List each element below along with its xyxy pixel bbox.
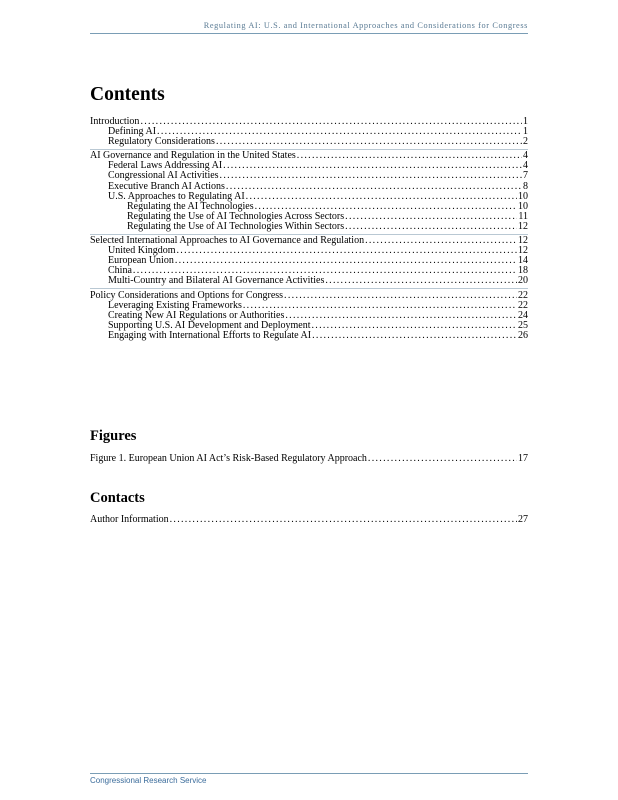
toc-entry-page: 12 <box>518 235 528 247</box>
dot-leader <box>284 291 517 301</box>
toc-entry-title: U.S. Approaches to Regulating AI <box>108 190 245 202</box>
toc-entry-page: 24 <box>518 309 528 321</box>
toc-entry-title: Regulating the Use of AI Technologies Within Sectors <box>127 220 345 232</box>
toc-entry-page: 22 <box>518 289 528 301</box>
toc-entry[interactable] <box>90 137 528 147</box>
figures-list <box>90 454 528 464</box>
dot-leader <box>368 454 517 464</box>
dot-leader <box>220 171 522 181</box>
toc-entry-page: 4 <box>523 160 528 172</box>
toc-entry-page: 14 <box>518 255 528 267</box>
toc-entry-title: Figure 1. European Union AI Act’s Risk-Based Regulatory Approach <box>90 453 367 464</box>
dot-leader <box>140 117 522 127</box>
toc-entry-page: 10 <box>518 200 528 212</box>
footer-text: Congressional Research Service <box>90 776 207 785</box>
toc-entry-page: 8 <box>523 180 528 192</box>
toc-group-divider <box>90 288 528 289</box>
toc-entry[interactable] <box>90 222 528 232</box>
toc-entry-page: 25 <box>518 319 528 331</box>
toc-entry-page: 26 <box>518 329 528 341</box>
footer-rule <box>90 773 528 774</box>
dot-leader <box>345 212 517 222</box>
toc-entry-title: Executive Branch AI Actions <box>108 180 225 192</box>
toc-entry-page: 11 <box>518 210 528 222</box>
dot-leader <box>297 151 522 161</box>
toc-entry-title: Defining AI <box>108 126 157 138</box>
toc-entry-title: Engaging with International Efforts to Regulate AI <box>108 329 312 341</box>
toc-entry-title: United Kingdom <box>108 245 176 257</box>
dot-leader <box>345 222 517 232</box>
dot-leader <box>285 311 517 321</box>
dot-leader <box>365 236 517 246</box>
toc-entry-title: Leveraging Existing Frameworks <box>108 299 242 311</box>
toc-entry[interactable] <box>90 331 528 341</box>
dot-leader <box>312 331 517 341</box>
toc-entry-title: China <box>108 265 132 277</box>
toc-entry-page: 2 <box>523 136 528 148</box>
toc-entry[interactable] <box>90 515 528 525</box>
toc-entry-title: Regulating the AI Technologies <box>127 200 254 212</box>
toc-entry-page: 17 <box>518 453 528 464</box>
toc-entry-page: 12 <box>518 220 528 232</box>
contents-list <box>90 117 528 341</box>
toc-entry-title: Multi-Country and Bilateral AI Governance Activities <box>108 275 325 287</box>
toc-entry-page: 4 <box>523 150 528 162</box>
toc-entry-title: Policy Considerations and Options for Congress <box>90 289 284 301</box>
dot-leader <box>175 256 517 266</box>
toc-entry-title: Selected International Approaches to AI Governance and Regulation <box>90 235 365 247</box>
toc-entry-title: Federal Laws Addressing AI <box>108 160 223 172</box>
toc-entry[interactable] <box>90 276 528 286</box>
toc-entry-page: 1 <box>523 126 528 138</box>
toc-entry-title: Congressional AI Activities <box>108 170 219 182</box>
toc-entry-page: 12 <box>518 245 528 257</box>
toc-entry-title: Creating New AI Regulations or Authorities <box>108 309 285 321</box>
toc-entry-page: 27 <box>518 514 528 525</box>
toc-entry-title: Regulatory Considerations <box>108 136 215 148</box>
toc-entry-title: Author Information <box>90 514 169 525</box>
contacts-list <box>90 515 528 525</box>
dot-leader <box>226 182 522 192</box>
dot-leader <box>311 321 517 331</box>
toc-entry[interactable] <box>90 454 528 464</box>
toc-entry-page: 20 <box>518 275 528 287</box>
dot-leader <box>325 276 517 286</box>
toc-entry-page: 1 <box>523 116 528 127</box>
toc-entry-title: AI Governance and Regulation in the United States <box>90 150 296 162</box>
dot-leader <box>246 192 517 202</box>
toc-entry-title: European Union <box>108 255 174 267</box>
dot-leader <box>177 246 518 256</box>
toc-entry-title: Supporting U.S. AI Development and Deployment <box>108 319 311 331</box>
dot-leader <box>223 161 522 171</box>
toc-entry-page: 10 <box>518 190 528 202</box>
toc-entry-title: Regulating the Use of AI Technologies Across Sectors <box>127 210 345 222</box>
dot-leader <box>216 137 522 147</box>
running-header: Regulating AI: U.S. and International Approaches and Considerations for Congress <box>203 21 528 30</box>
dot-leader <box>170 515 517 525</box>
figures-heading: Figures <box>90 428 137 444</box>
toc-entry-page: 18 <box>518 265 528 277</box>
contents-heading: Contents <box>90 84 165 105</box>
contacts-heading: Contacts <box>90 490 145 506</box>
toc-entry[interactable] <box>90 256 528 266</box>
toc-entry-page: 7 <box>523 170 528 182</box>
toc-entry-title: Introduction <box>90 116 140 127</box>
toc-entry-page: 22 <box>518 299 528 311</box>
header-rule <box>90 33 528 34</box>
